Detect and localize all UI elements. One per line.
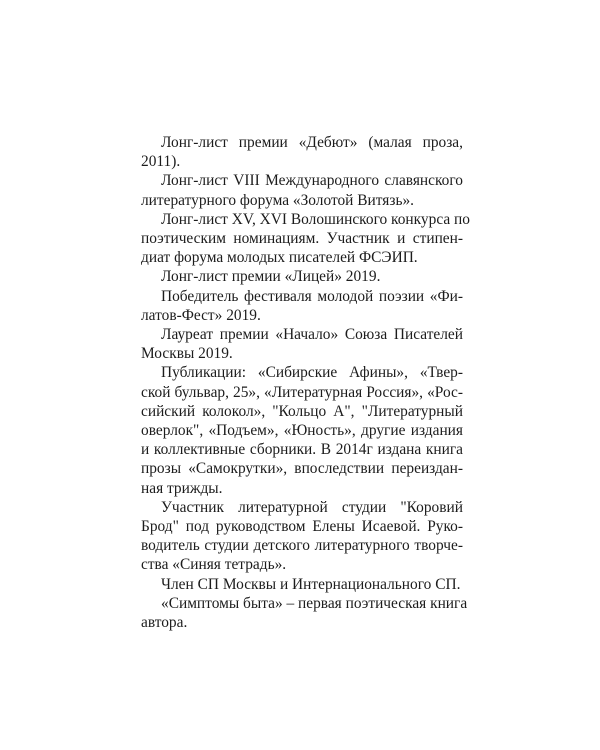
text-line: Москвы 2019. (141, 345, 233, 363)
text-line: Участник литературной студии "Коровий (161, 498, 463, 516)
paragraph-golden-knight (141, 171, 463, 209)
text-line: оверлок", «Подъем», «Юность», другие издания (141, 422, 463, 440)
text-line: Победитель фестиваля молодой поэзии «Фи- (161, 287, 463, 305)
text-line: и коллективные сборники. В 2014г издана книга (141, 441, 463, 459)
paragraph-nachalo (141, 325, 463, 363)
text-line: Лонг-лист премии «Дебют» (малая проза, (161, 134, 463, 151)
text-line: поэтическим номинациям. Участник и стипен- (141, 230, 463, 248)
paragraph-lyceum (141, 267, 463, 286)
paragraph-filatov-fest (141, 287, 463, 325)
text-line: ства «Синяя тетрадь». (141, 556, 287, 574)
text-line: Член СП Москвы и Интернационального СП. (161, 575, 461, 593)
text-line: Публикации: «Сибирские Афины», «Твер- (161, 364, 463, 382)
paragraph-first-book (141, 594, 468, 632)
paragraph-debut (141, 133, 463, 171)
text-line: автора. (141, 614, 188, 632)
biography-text (141, 133, 470, 632)
text-line: латов-Фест» 2019. (141, 306, 261, 324)
text-line: Брод" под руководством Елены Исаевой. Руко- (141, 518, 463, 536)
paragraph-membership (141, 575, 463, 594)
text-line: ная трижды. (141, 479, 223, 497)
text-line: литературного форума «Золотой Витязь». (141, 191, 415, 209)
text-line: Лонг-лист XV, XVI Волошинского конкурса по (161, 210, 470, 228)
text-line: Лонг-лист премии «Лицей» 2019. (161, 268, 381, 286)
text-line: «Симптомы быта» – первая поэтическая книга (161, 594, 468, 612)
text-line: Лонг-лист VIII Международного славянского (161, 172, 463, 190)
text-line: сийский колокол», "Кольцо А", "Литературный (141, 402, 463, 420)
text-line: Лауреат премии «Начало» Союза Писателей (161, 326, 463, 344)
text-line: диат форума молодых писателей ФСЭИП. (141, 249, 418, 267)
paragraph-voloshin (141, 210, 470, 268)
text-line: прозы «Самокрутки», впоследствии переиздан- (141, 460, 463, 478)
text-line: водитель студии детского литературного творче- (141, 537, 463, 555)
text-line: ской бульвар, 25», «Литературная Россия», «Рос- (141, 383, 463, 401)
paragraph-studio (141, 498, 463, 575)
paragraph-publications (141, 363, 463, 497)
text-line: 2011). (141, 153, 181, 171)
